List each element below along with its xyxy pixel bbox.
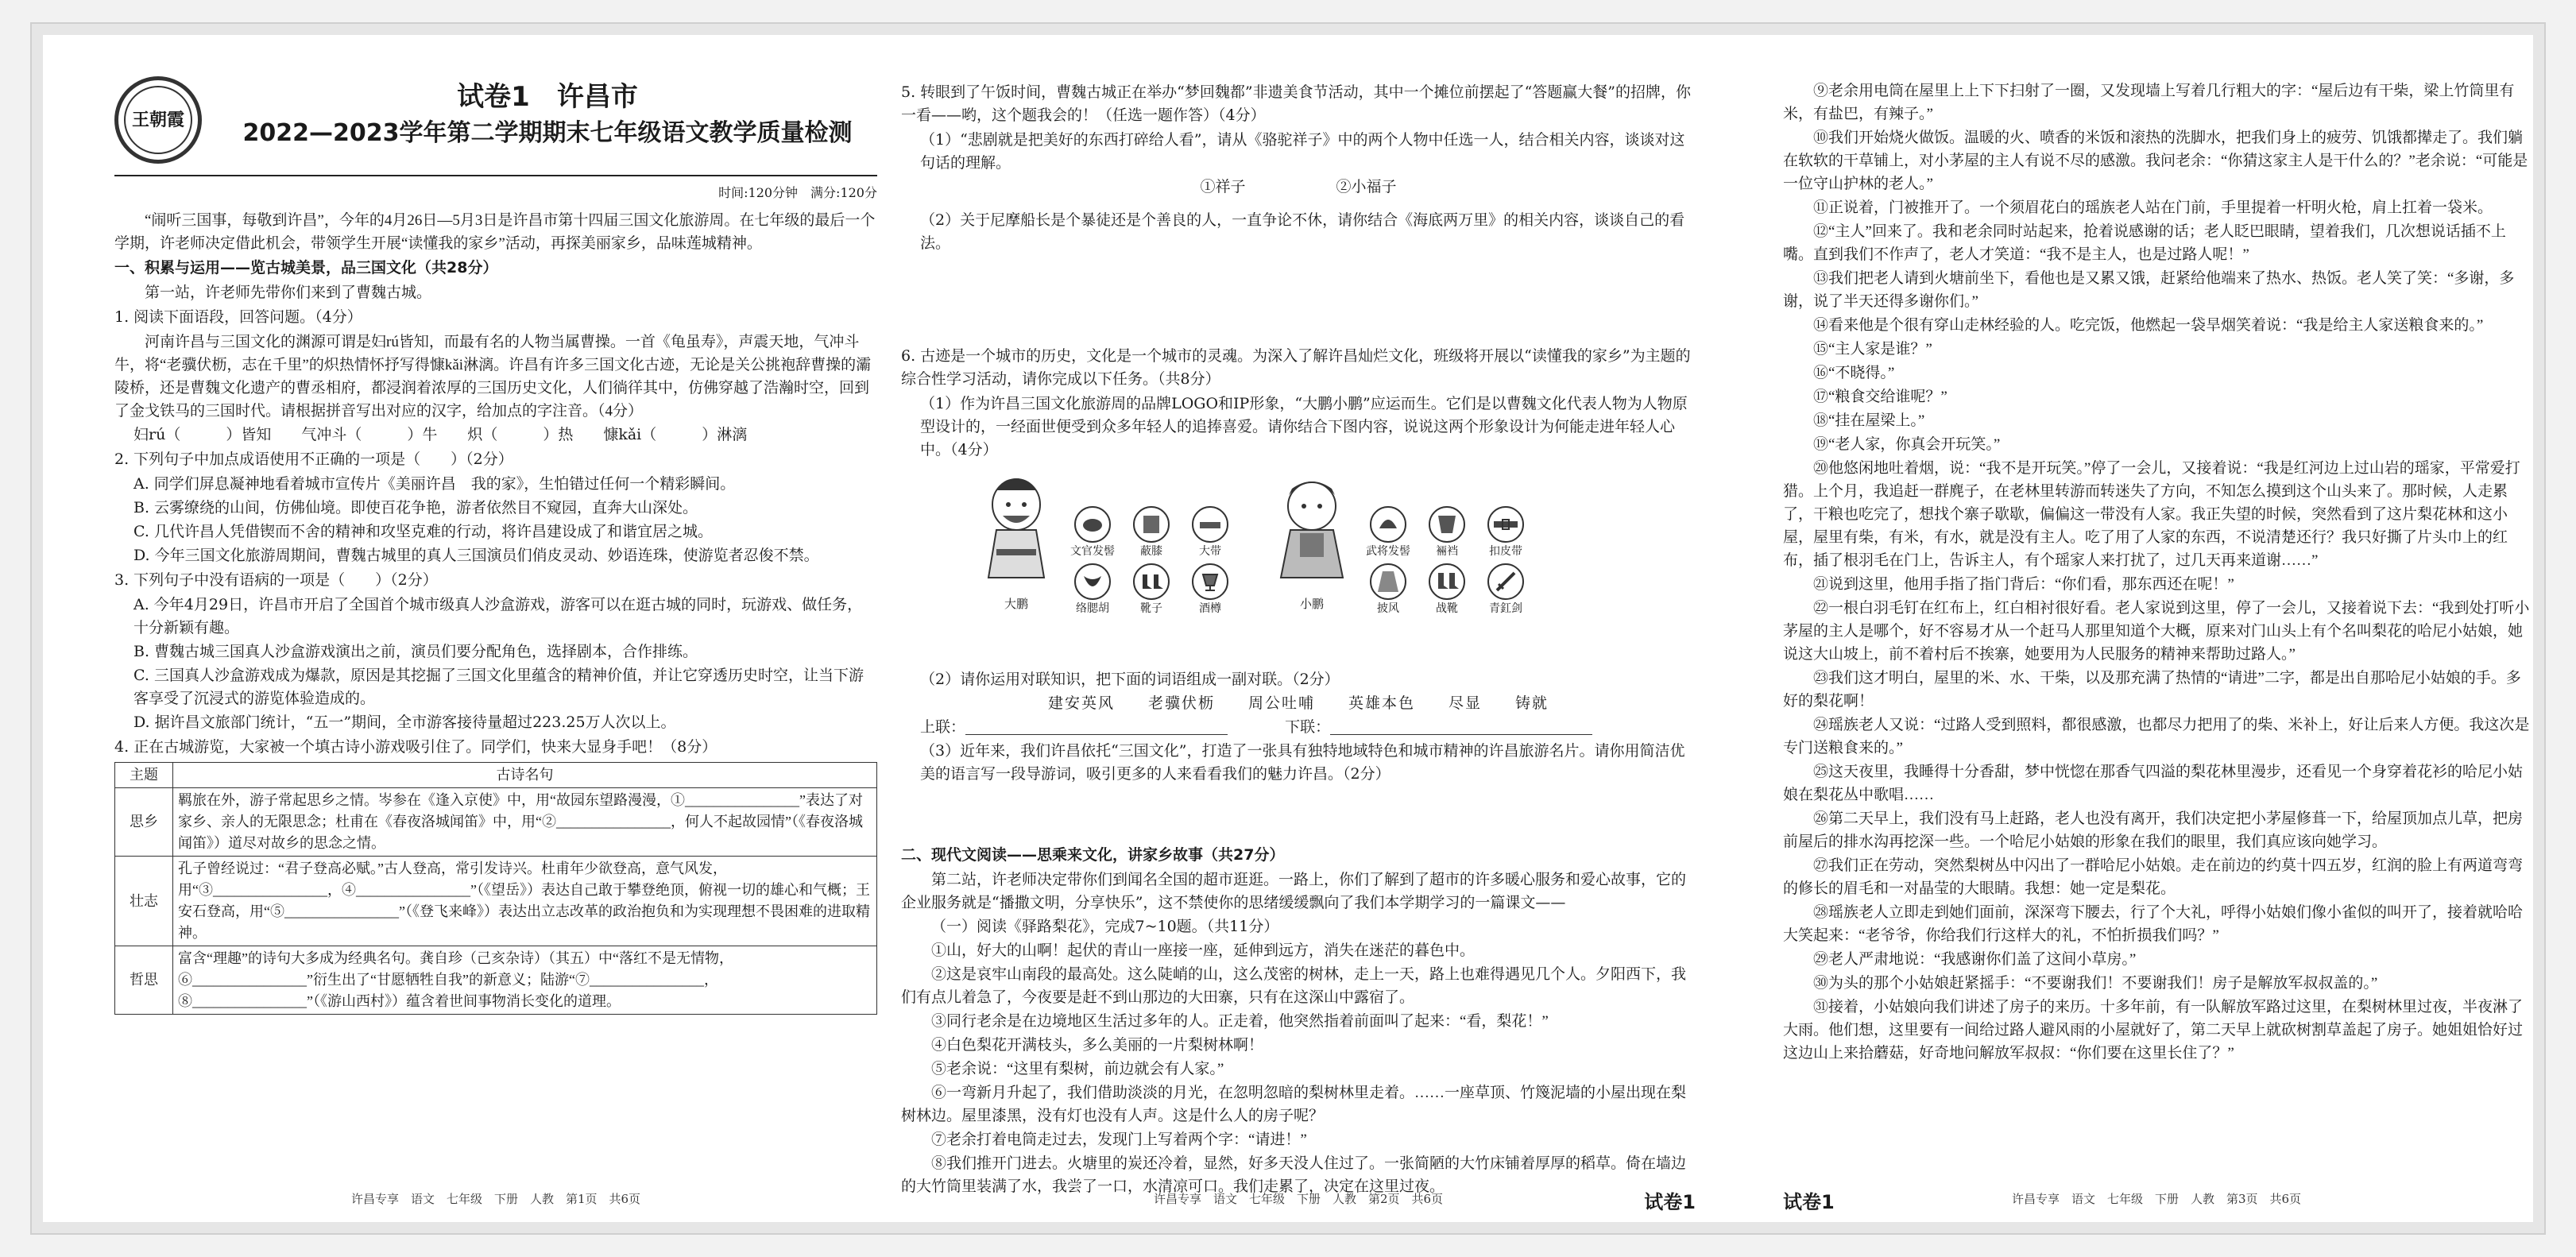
column-2 bbox=[901, 79, 1696, 1213]
answer-space[interactable] bbox=[901, 787, 1696, 842]
reading-paragraph: ⑳他悠闲地吐着烟，说：“我不是开玩笑。”停了一会儿，又接着说：“我是红河边上过山岩的瑶家，平常爱打猎。上个月，我追赶一群麂子，在老林里转游而转迷失了方向，不知怎么摸到这个山头来了。那时候，人走累了，干粮也吃完了，想找个寨子歇歇，偏偏这一带没有人家。我正失望的时候，突然看到了这片梨花林和这小屋，屋里有柴，有米，有水，就是没有主人。吃了用了人家的东西，不说清楚还行？我只好撕了片头巾上的红布，插了根羽毛在门上，告诉主人，有个瑶家人来打扰了，过几天再来道谢……” bbox=[1783, 460, 2520, 569]
question-2-option[interactable]: C. 几代许昌人凭借锲而不舍的精神和攻坚克难的行动，将许昌建设成了和谐宜居之城。 bbox=[133, 523, 713, 540]
character-xiaopeng bbox=[1268, 466, 1532, 616]
item-armor-icon: 裲裆 bbox=[1421, 505, 1473, 559]
reading-paragraph: ㉗我们正在劳动，突然梨树丛中闪出了一群哈尼小姑娘。走在前边的约莫十四五岁，红润的脸上有两道弯弯的修长的眉毛和一对晶莹的大眼睛。我想：她一定是梨花。 bbox=[1783, 857, 2524, 897]
question-1-blanks[interactable]: 妇rú（ ）皆知 气冲斗（ ）牛 炽（ ）热 慷kǎi（ ）淋漓 bbox=[133, 426, 748, 443]
section-2-heading: 二、现代文阅读——思乘来文化，讲家乡故事（共27分） bbox=[901, 846, 1285, 864]
page-footer: 许昌专享 语文 七年级 下册 人教 第2页 共6页 bbox=[1153, 1192, 1444, 1206]
table-header-poems: 古诗名句 bbox=[173, 763, 877, 788]
reading-paragraph: ㉚为头的那个小姑娘赶紧摇手：“不要谢我们！不要谢我们！房子是解放军叔叔盖的。” bbox=[1813, 975, 2378, 992]
paper-tag: 试卷1 bbox=[1644, 1191, 1696, 1213]
question-3-option[interactable]: B. 曹魏古城三国真人沙盒游戏演出之前，演员们要分配角色，选择剧本，合作排练。 bbox=[133, 643, 698, 660]
reading-paragraph: ④白色梨花开满枝头，多么美丽的一片梨树林啊！ bbox=[931, 1037, 1264, 1054]
answer-space[interactable] bbox=[901, 256, 1696, 343]
xiaopeng-items bbox=[1362, 505, 1532, 616]
question-3-option[interactable]: C. 三国真人沙盒游戏成为爆款，原因是其挖掘了三国文化里蕴含的精神价值，并让它穿透历史时空，让当下游客享受了沉浸式的游览体验造成的。 bbox=[133, 667, 864, 707]
item-helmet-icon: 武将发髻 bbox=[1362, 505, 1414, 559]
column-1 bbox=[114, 79, 877, 1206]
xiaopeng-illustration bbox=[1268, 466, 1356, 586]
reading-paragraph: ⑰“粮食交给谁呢？” bbox=[1813, 389, 1947, 405]
item-leather-belt-icon: 扣皮带 bbox=[1479, 505, 1532, 559]
ip-character-figure bbox=[973, 466, 1696, 616]
reading-paragraph: ⑫“主人”回来了。我和老余同时站起来，抢着说感谢的话；老人眨巴眼睛，望着我们，几次想说话插不上嘴。直到我们不作声了，老人才笑道：“我不是主人，也是过路人呢！” bbox=[1783, 223, 2506, 263]
question-5-part-1: （1）“悲剧就是把美好的东西打碎给人看”，请从《骆驼祥子》中的两个人物中任选一人，结合相关内容，谈谈对这句话的理解。 bbox=[920, 131, 1685, 172]
question-3: 3. 下列句子中没有语病的一项是（ ）（2分） bbox=[114, 571, 438, 589]
table-header-theme: 主题 bbox=[115, 763, 173, 788]
couplet-words: 建安英风 老骥伏枥 周公吐哺 英雄本色 尽显 铸就 bbox=[1047, 694, 1549, 712]
exam-header bbox=[114, 79, 877, 176]
poem-table bbox=[114, 762, 877, 1015]
reading-paragraph: ㉙老人严肃地说：“我感谢你们盖了这间小草房。” bbox=[1813, 951, 2137, 968]
reading-paragraph: ⑭看来他是个很有穿山走林经验的人。吃完饭，他燃起一袋旱烟笑着说：“我是给主人家送粮食来的。” bbox=[1813, 317, 2484, 334]
section-1-lead: 第一站，许老师先带你们来到了曹魏古城。 bbox=[145, 284, 432, 301]
paper-tag: 试卷1 bbox=[1783, 1191, 1835, 1213]
item-wine-cup-icon: 酒樽 bbox=[1184, 562, 1236, 616]
item-sword-icon: 青釭剑 bbox=[1479, 562, 1532, 616]
reading-paragraph: ⑲“老人家，你真会开玩笑。” bbox=[1813, 436, 2001, 453]
question-2: 2. 下列句子中加点成语使用不正确的一项是（ ）（2分） bbox=[114, 451, 513, 468]
row-text[interactable]: 羁旅在外，游子常起思乡之情。岑参在《逢入京使》中，用“故园东望路漫漫，①________________”表达了对家乡、亲人的无限思念；杜甫在《春夜洛城闻笛》中，用“②________________，何人不起故园情”（《春夜洛城闻笛》）道尽对故乡的思念之情。 bbox=[173, 788, 877, 857]
reading-paragraph: ㉘瑶族老人立即走到她们面前，深深弯下腰去，行了个大礼，呼得小姑娘们像小雀似的叫开了，接着就哈哈大笑起来：“老爷爷，你给我们行这样大的礼，不怕折损我们吗？” bbox=[1783, 904, 2524, 944]
item-war-boots-icon: 战靴 bbox=[1421, 562, 1473, 616]
question-6-part-3: （3）近年来，我们许昌依托“三国文化”，打造了一张具有独特地域特色和城市精神的许昌旅游名片。请你用简洁优美的语言写一段导游词，吸引更多的人来看看我们的魅力许昌。（2分） bbox=[920, 742, 1685, 783]
reading-paragraph: ⑤老余说：“这里有梨树，前边就会有人家。” bbox=[931, 1061, 1224, 1077]
exam-subtitle: 2022—2023学年第二学期期末七年级语文教学质量检测 bbox=[242, 119, 853, 147]
question-2-option[interactable]: B. 云雾缭绕的山间，仿佛仙境。即使百花争艳，游者依然目不窥园，直奔大山深处。 bbox=[133, 499, 698, 516]
row-theme: 思乡 bbox=[115, 788, 173, 857]
reading-paragraph: ①山，好大的山啊！起伏的青山一座接一座，延伸到远方，消失在迷茫的暮色中。 bbox=[931, 942, 1476, 959]
reading-paragraph: ㉑说到这里，他用手指了指门背后：“你们看，那东西还在呢！” bbox=[1813, 576, 2234, 593]
exam-meta: 时间:120分钟 满分:120分 bbox=[718, 185, 877, 200]
reading-paragraph: ㉒一根白羽毛钉在红布上，红白相衬很好看。老人家说到这里，停了一会儿，又接着说下去：“我到处打听小茅屋的主人是哪个，好不容易才从一个赶马人那里知道个大概，原来对门山头上有个名叫梨花的哈尼小姑娘，她说这大山坡上，前不着村后不挨寨，她要用为人民服务的精神来帮助过路人。” bbox=[1783, 600, 2530, 663]
item-cape-icon: 披风 bbox=[1362, 562, 1414, 616]
question-6-part-1: （1）作为许昌三国文化旅游周的品牌LOGO和IP形象，“大鹏小鹏”应运而生。它们是以曹魏文化代表人物为人物原型设计的，一经面世便受到众多年轻人的追捧喜爱。请你结合下图内容，说说这两个形象设计为何能走进年轻人心中。（4分） bbox=[920, 395, 1688, 458]
reading-paragraph: ⑨老余用电筒在屋里上上下下扫射了一圈，又发现墙上写着几行粗大的字：“屋后边有干柴，梁上竹筒里有米，有盐巴，有辣子。” bbox=[1783, 83, 2515, 122]
reading-paragraph: ⑦老余打着电筒走过去，发现门上写着两个字：“请进！” bbox=[931, 1131, 1307, 1148]
row-theme: 哲思 bbox=[115, 946, 173, 1015]
item-beard-icon: 络腮胡 bbox=[1066, 562, 1119, 616]
table-row bbox=[115, 857, 877, 946]
page-footer: 许昌专享 语文 七年级 下册 人教 第1页 共6页 bbox=[350, 1192, 641, 1206]
item-apron-icon: 蔽膝 bbox=[1125, 505, 1178, 559]
reading-paragraph: ⑬我们把老人请到火塘前坐下，看他也是又累又饿，赶紧给他端来了热水、热饭。老人笑了笑：“多谢，多谢，说了半天还得多谢你们。” bbox=[1783, 270, 2515, 310]
question-5: 5. 转眼到了午饭时间，曹魏古城正在举办“梦回魏都”非遗美食节活动，其中一个摊位前摆起了“答题赢大餐”的招牌，你一看——哟，这个题我会的！（任选一题作答）（4分） bbox=[901, 83, 1692, 124]
reading-paragraph: ⑯“不晓得。” bbox=[1813, 365, 1895, 381]
reading-paragraph: ③同行老余是在边境地区生活过多年的人。正走着，他突然指着前面叫了起来：“看，梨花！” bbox=[931, 1013, 1549, 1030]
dapeng-illustration bbox=[973, 466, 1060, 586]
reading-paragraph: ㉔瑶族老人又说：“过路人受到照料，都很感激，也都尽力把用了的柴、米补上，好让后来人方便。我这次是专门送粮食来的。” bbox=[1783, 717, 2530, 756]
section-1-heading: 一、积累与运用——览古城美景，品三国文化（共28分） bbox=[114, 259, 498, 277]
question-4: 4. 正在古城游览，大家被一个填古诗小游戏吸引住了。同学们，快来大显身手吧！（8分） bbox=[114, 738, 717, 756]
couplet-lower-input[interactable] bbox=[1330, 718, 1592, 735]
couplet-upper-input[interactable] bbox=[965, 718, 1228, 735]
question-2-option[interactable]: D. 今年三国文化旅游周期间，曹魏古城里的真人三国演员们俏皮灵动、妙语连珠，使游览者忍俊不禁。 bbox=[133, 547, 819, 564]
reading-paragraph: ⑩我们开始烧火做饭。温暖的火、喷香的米饭和滚热的洗脚水，把我们身上的疲劳、饥饿都撵走了。我们躺在软软的干草铺上，对小茅屋的主人有说不尽的感激。我问老余：“你猜这家主人是干什么的？”老余说：“可能是一位守山护林的老人。” bbox=[1783, 130, 2528, 192]
reading-paragraph: ②这是哀牢山南段的最高处。这么陡峭的山，这么茂密的树林，走上一天，路上也难得遇见几个人。夕阳西下，我们有点儿着急了，今夜要是赶不到山那边的大田寨，只有在这深山中露宿了。 bbox=[901, 966, 1687, 1006]
answer-space[interactable] bbox=[901, 621, 1696, 668]
question-2-option[interactable]: A. 同学们屏息凝神地看着城市宣传片《美丽许昌 我的家》，生怕错过任何一个精彩瞬间。 bbox=[133, 475, 736, 493]
reading-paragraph: ㉖第二天早上，我们没有马上赶路，老人也没有离开，我们决定把小茅屋修葺一下，给屋顶加点儿草，把房前屋后的排水沟再挖深一些。一个哈尼小姑娘的形象在我们的眼里，我们真应该向她学习。 bbox=[1783, 810, 2524, 850]
reading-paragraph: ㉛接着，小姑娘向我们讲述了房子的来历。十多年前，有一队解放军路过这里，在梨树林里过夜，半夜淋了大雨。他们想，这里要有一间给过路人避风雨的小屋就好了，第二天早上就砍树割草盖起了房子。她姐姐恰好过这边山上来拾蘑菇，好奇地问解放军叔叔：“你们要在这里长住了？” bbox=[1783, 999, 2524, 1062]
reading-paragraph: ㉓我们这才明白，屋里的米、水、干柴，以及那充满了热情的“请进”二字，都是出自那哈尼小姑娘的手。多好的梨花啊！ bbox=[1783, 670, 2521, 710]
couplet-lower-label: 下联： bbox=[1285, 718, 1331, 736]
reading-paragraph: ⑱“挂在屋梁上。” bbox=[1813, 412, 1925, 429]
reading-paragraph: ⑥一弯新月升起了，我们借助淡淡的月光，在忽明忽暗的梨树林里走着。……一座草顶、竹篾泥墙的小屋出现在梨树林边。屋里漆黑，没有灯也没有人声。这是什么人的房子呢？ bbox=[901, 1085, 1687, 1124]
dapeng-label: 大鹏 bbox=[1004, 597, 1028, 611]
question-6: 6. 古迹是一个城市的历史，文化是一个城市的灵魂。为深入了解许昌灿烂文化，班级将开展以“读懂我的家乡”为主题的综合性学习活动，请你完成以下任务。（共8分） bbox=[901, 347, 1691, 388]
row-text[interactable]: 孔子曾经说过：“君子登高必赋。”古人登高，常引发诗兴。杜甫年少欲登高，意气风发，用“③________________，④________________”（《望岳》）表达自己敢于攀登绝顶，俯视一切的雄心和气概；王安石登高，用“⑤________________”（《登飞来峰》）表达出立志改革的政治抱负和为实现理想不畏困难的进取精神。 bbox=[173, 857, 877, 946]
reading-paragraph: ⑪正说着，门被推开了。一个须眉花白的瑶族老人站在门前，手里提着一杆明火枪，肩上扛着一袋米。 bbox=[1813, 199, 2493, 216]
question-5-part-2: （2）关于尼摩船长是个暴徒还是个善良的人，一直争论不休，请你结合《海底两万里》的相关内容，谈谈自己的看法。 bbox=[920, 211, 1685, 252]
reading-title: （一）阅读《驿路梨花》，完成7~10题。（共11分） bbox=[931, 918, 1279, 935]
table-row bbox=[115, 946, 877, 1015]
item-hair-bun-icon: 文官发髻 bbox=[1066, 505, 1119, 559]
question-3-option[interactable]: A. 今年4月29日，许昌市开启了全国首个城市级真人沙盒游戏，游客可以在逛古城的同时，玩游戏、做任务，十分新颖有趣。 bbox=[133, 596, 863, 636]
row-theme: 壮志 bbox=[115, 857, 173, 946]
table-row bbox=[115, 788, 877, 857]
question-5-part-1-options[interactable]: ①祥子 ②小福子 bbox=[1200, 178, 1397, 195]
character-dapeng bbox=[973, 466, 1236, 616]
table-header-row bbox=[115, 763, 877, 788]
intro-text: “闹听三国事，每敬到许昌”，今年的4月26日—5月3日是许昌市第十四届三国文化旅游周。在七年级的最后一个学期，许老师决定借此机会，带领学生开展“读懂我的家乡”活动，再探美丽家乡，品味莲城精神。 bbox=[114, 212, 876, 252]
page-footer: 许昌专享 语文 七年级 下册 人教 第3页 共6页 bbox=[2011, 1192, 2302, 1206]
dapeng-items bbox=[1066, 505, 1236, 616]
item-belt-icon: 大带 bbox=[1184, 505, 1236, 559]
question-6-part-2: （2）请你运用对联知识，把下面的词语组成一副对联。（2分） bbox=[920, 671, 1340, 688]
exam-title: 试卷1 许昌市 bbox=[457, 81, 638, 113]
couplet-answer-line bbox=[901, 716, 1696, 739]
column-3 bbox=[1783, 79, 2530, 1213]
logo-text: 王朝霞 bbox=[124, 86, 192, 154]
reading-paragraph: ㉕这天夜里，我睡得十分香甜，梦中恍惚在那香气四溢的梨花林里漫步，还看见一个身穿着花衫的哈尼小姑娘在梨花丛中歌唱…… bbox=[1783, 764, 2524, 803]
question-1-passage: 河南许昌与三国文化的渊源可谓是妇rú皆知，而最有名的人物当属曹操。一首《龟虽寿》，声震天地，气冲斗牛，将“老骥伏枥，志在千里”的炽热情怀抒写得慷kǎi淋漓。许昌有许多三国文化古迹，无论是关公挑袍辞曹操的灞陵桥，还是曹魏文化遗产的曹丞相府，都浸润着浓厚的三国历史文化，人们徜徉其中，仿佛穿越了浩瀚时空，回到了金戈铁马的三国时代。请根据拼音写出对应的汉字，给加点的字注音。（4分） bbox=[114, 334, 872, 420]
xiaopeng-label: 小鹏 bbox=[1299, 597, 1324, 611]
publisher-logo bbox=[114, 76, 202, 164]
row-text[interactable]: 富含“理趣”的诗句大多成为经典名句。龚自珍（己亥杂诗）（其五）中“落红不是无情物，⑥________________”衍生出了“甘愿牺牲自我”的新意义；陆游“⑦________________，⑧________________”（《游山西村》）蕴含着世间事物消长变化的道理。 bbox=[173, 946, 877, 1015]
item-boots-icon: 靴子 bbox=[1125, 562, 1178, 616]
exam-sheet bbox=[43, 35, 2533, 1222]
reading-paragraph: ⑮“主人家是谁？” bbox=[1813, 341, 1932, 358]
reading-paragraph: ⑧我们推开门进去。火塘里的炭还冷着，显然，好多天没人住过了。一张简陋的大竹床铺着厚厚的稻草。倚在墙边的大竹筒里装满了水，我尝了一口，水清凉可口。我们走累了，决定在这里过夜。 bbox=[901, 1155, 1687, 1195]
couplet-upper-label: 上联： bbox=[920, 718, 966, 736]
section-2-lead: 第二站，许老师决定带你们到闻名全国的超市逛逛。一路上，你们了解到了超市的许多暖心服务和爱心故事，它的企业服务就是“播撒文明，分享快乐”，这不禁使你的思绪缓缓飘向了我们本学期学习的一篇课文—— bbox=[901, 871, 1687, 911]
question-3-option[interactable]: D. 据许昌文旅部门统计，“五一”期间，全市游客接待量超过223.25万人次以上。 bbox=[133, 714, 676, 731]
question-1: 1. 阅读下面语段，回答问题。（4分） bbox=[114, 308, 362, 326]
